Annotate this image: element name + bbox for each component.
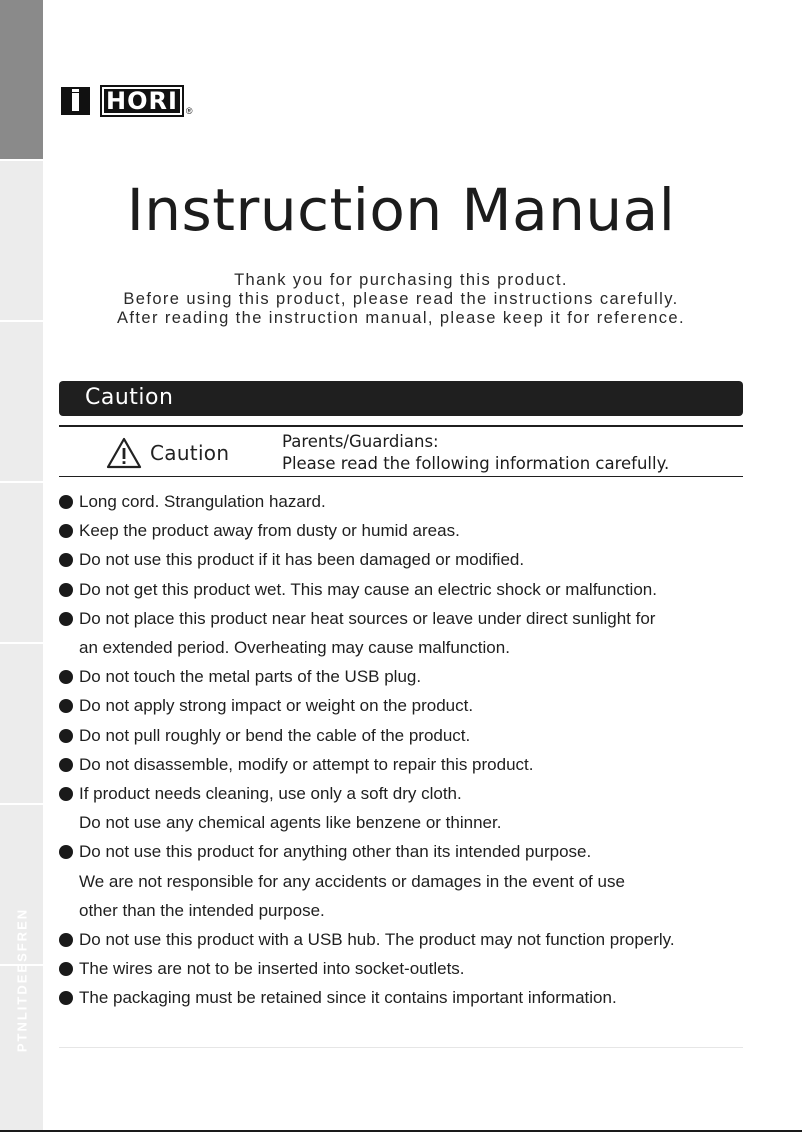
bullet-dot-icon xyxy=(59,699,73,713)
language-codes xyxy=(0,880,43,1080)
caution-bullet-item xyxy=(59,925,749,954)
bullet-text-line: Do not get this product wet. This may cause an electric shock or malfunction. xyxy=(79,579,657,599)
caution-header-row xyxy=(59,425,743,477)
language-tab[interactable] xyxy=(0,161,43,322)
bullet-dot-icon xyxy=(59,787,73,801)
bullet-text-line: Long cord. Strangulation hazard. xyxy=(79,492,326,511)
language-tab[interactable] xyxy=(0,483,43,644)
bullet-dot-icon xyxy=(59,612,73,626)
section-header-caution xyxy=(59,381,743,416)
caution-bullet-item xyxy=(59,545,749,574)
bullet-dot-icon xyxy=(59,670,73,684)
intro-text xyxy=(60,271,742,328)
caution-bullet-item xyxy=(59,983,749,1012)
intro-line: After reading the instruction manual, please keep it for reference. xyxy=(117,309,685,327)
bullet-dot-icon xyxy=(59,583,73,597)
bullet-text-line: The wires are not to be inserted into socket-outlets. xyxy=(79,959,465,979)
language-tab-strip xyxy=(0,0,43,1132)
section-title: Caution xyxy=(85,385,174,410)
caution-bullet-list xyxy=(59,487,749,1013)
warning-triangle-icon xyxy=(106,437,142,469)
caution-label-text: Caution xyxy=(150,441,230,465)
intro-line: Before using this product, please read the instructions carefully. xyxy=(123,290,679,308)
caution-bullet-item xyxy=(59,837,749,925)
caution-bullet-item xyxy=(59,604,749,662)
bullet-dot-icon xyxy=(59,553,73,567)
caution-bullet-item xyxy=(59,779,749,837)
language-tab-active[interactable] xyxy=(0,0,43,161)
bullet-text-line: We are not responsible for any accidents or damages in the event of use xyxy=(79,871,625,891)
bullet-dot-icon xyxy=(59,495,73,509)
bullet-text-line: Do not pull roughly or bend the cable of the product. xyxy=(79,725,471,745)
registered-mark: ® xyxy=(185,106,193,116)
bullet-text-line: Do not apply strong impact or weight on the product. xyxy=(79,696,474,716)
caution-bullet-item xyxy=(59,954,749,983)
caution-bullet-item xyxy=(59,662,749,691)
bullet-text-line: Do not place this product near heat sources or leave under direct sunlight for xyxy=(79,608,656,628)
bullet-text-line: Do not touch the metal parts of the USB plug. xyxy=(79,667,422,687)
bullet-dot-icon xyxy=(59,845,73,859)
bullet-text-line: Do not disassemble, modify or attempt to repair this product. xyxy=(79,754,534,774)
caution-note xyxy=(282,431,669,475)
language-tab[interactable] xyxy=(0,322,43,483)
caution-note-line: Please read the following information carefully. xyxy=(282,454,670,473)
logo-wordmark: HORI xyxy=(100,85,184,117)
bullet-text-line: Do not use any chemical agents like benzene or thinner. xyxy=(79,813,502,833)
caution-bullet-item xyxy=(59,750,749,779)
bullet-dot-icon xyxy=(59,524,73,538)
caution-bullet-item xyxy=(59,575,749,604)
bullet-dot-icon xyxy=(59,729,73,743)
bullet-text-line: Do not use this product with a USB hub. The product may not function properly. xyxy=(79,930,675,950)
logo-mark xyxy=(61,87,90,115)
intro-line: Thank you for purchasing this product. xyxy=(234,271,568,289)
caution-bullet-item xyxy=(59,516,749,545)
bullet-dot-icon xyxy=(59,758,73,772)
bullet-text-line: an extended period. Overheating may cause malfunction. xyxy=(79,638,510,658)
caution-note-line: Parents/Guardians: xyxy=(282,432,439,451)
bullet-dot-icon xyxy=(59,933,73,947)
bullet-text-line: Keep the product away from dusty or humid areas. xyxy=(79,521,460,541)
page-title: Instruction Manual xyxy=(126,176,676,244)
caution-label xyxy=(106,437,229,469)
bullet-text-line: other than the intended purpose. xyxy=(79,900,325,920)
caution-bullet-item xyxy=(59,487,749,516)
language-codes-text: PTNLITDEESFREN xyxy=(14,907,29,1053)
bullet-dot-icon xyxy=(59,962,73,976)
bullet-text-line: Do not use this product for anything other than its intended purpose. xyxy=(79,842,592,862)
bullet-text-line: Do not use this product if it has been damaged or modified. xyxy=(79,550,525,570)
brand-logo xyxy=(61,86,193,116)
footer-divider xyxy=(59,1047,743,1048)
caution-bullet-item xyxy=(59,691,749,720)
bullet-text-line: The packaging must be retained since it contains important information. xyxy=(79,988,617,1008)
language-tab[interactable] xyxy=(0,644,43,805)
caution-bullet-item xyxy=(59,721,749,750)
bullet-text-line: If product needs cleaning, use only a soft dry cloth. xyxy=(79,784,462,804)
bullet-dot-icon xyxy=(59,991,73,1005)
